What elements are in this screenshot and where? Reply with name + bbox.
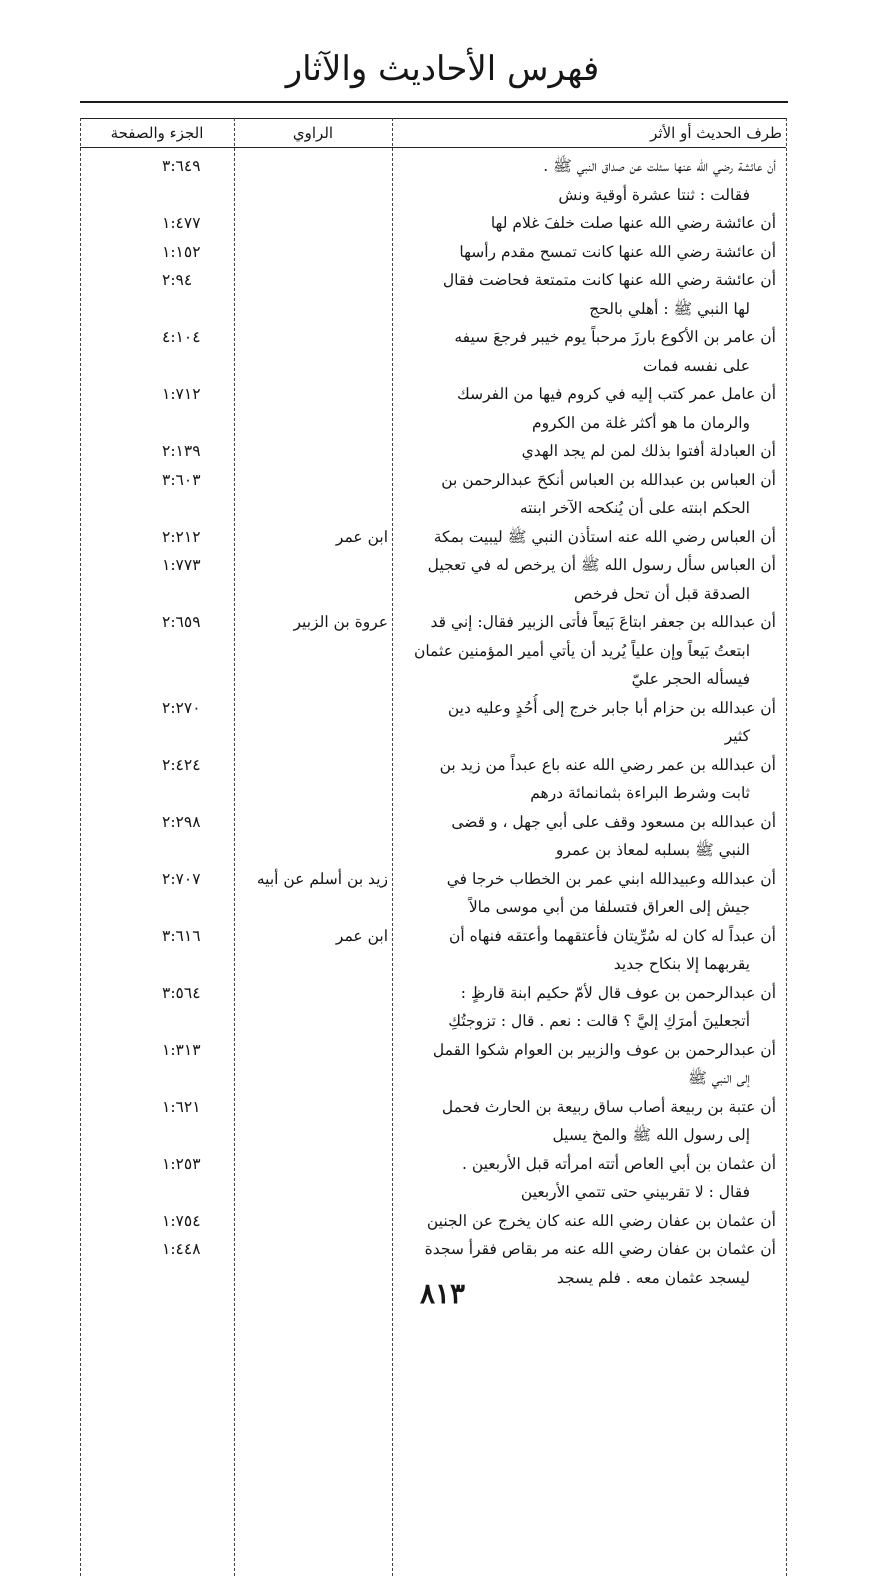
entry-text (398, 608, 776, 694)
entry-text (398, 209, 776, 238)
entry-reference: ٢:٢٧٠ (162, 698, 201, 717)
index-entry (80, 523, 786, 552)
entry-reference: ٢:١٣٩ (162, 442, 201, 460)
index-entry (80, 751, 786, 808)
index-entry (80, 152, 786, 209)
entry-text (398, 694, 776, 751)
entry-text-line: فقالت : ثنتا عشرة أوقية ونش (558, 185, 750, 204)
entry-text-line: ابتعتُ بَيعاً وإن علياً يُريد أن يأتي أمير المؤمنين عثمان (413, 641, 750, 660)
index-entry (80, 466, 786, 523)
entry-text (398, 751, 776, 808)
index-entry (80, 1036, 786, 1093)
index-entry (80, 551, 786, 608)
entry-text (398, 979, 776, 1036)
entry-text-line: أن العبادلة أفتوا بذلك لمن لم يجد الهدي (521, 442, 776, 460)
entry-text-line: جيش إلى العراق فتسلفا من أبي موسى مالاً (468, 898, 750, 916)
column-header-narrator: الراوي (292, 124, 334, 142)
index-entry (80, 608, 786, 694)
index-entry (80, 1093, 786, 1150)
entry-reference: ٢:٢١٢ (162, 527, 201, 546)
entry-reference: ١:٧١٢ (162, 385, 201, 403)
entry-text-line: أن عامل عمر كتب إليه في كروم فيها من الفرسك (457, 385, 776, 403)
entry-text (398, 1150, 776, 1207)
entry-text-line: أن عائشة رضي الله عنها كانت متمتعة فحاضت فقال (442, 271, 776, 289)
page-title: فهرس الأحاديث والآثار (285, 49, 600, 89)
entry-text-line: على نفسه فمات (642, 356, 750, 375)
entry-reference: ٣:٦١٦ (162, 926, 201, 945)
entry-reference: ١:٦٢١ (162, 1097, 201, 1116)
column-header-text: طرف الحديث أو الأثر (650, 124, 782, 142)
entry-text-line: أن العباس رضي الله عنه استأذن النبي ﷺ ليبيت بمكة (433, 527, 776, 546)
entry-reference: ١:٧٧٣ (162, 556, 201, 574)
entry-text-line: يقربهما إلا بنكاح جديد (613, 955, 750, 973)
entry-text-line: كثير (724, 727, 750, 745)
entry-reference: ٣:٦٤٩ (162, 157, 201, 175)
column-header-row (80, 118, 786, 148)
entry-text-line: أن عبدالله بن مسعود وقف على أبي جهل ، و قضى (451, 812, 776, 831)
entry-reference: ٢:٢٩٨ (162, 812, 201, 831)
entry-reference: ٢:٤٢٤ (162, 755, 201, 774)
entry-reference: ٢:٦٥٩ (162, 613, 201, 631)
entry-narrator: ابن عمر (335, 926, 388, 945)
entry-text (398, 437, 776, 466)
entry-text-line: أتجعلينَ أمرَكِ إليَّ ؟ قالت : نعم . قال : تزوجتُكِ (448, 1012, 750, 1030)
entry-text (398, 922, 776, 979)
entry-text-line: إلى النبي ﷺ (688, 1069, 750, 1087)
page-number: ٨١٣ (419, 1277, 466, 1310)
index-entry (80, 808, 786, 865)
entry-reference: ٤:١٠٤ (162, 328, 201, 346)
entry-text-line: الحكم ابنته على أن يُنكحه الآخر ابنته (519, 499, 750, 517)
entry-text-line: أن عبدالله بن جعفر ابتاعَ بَيعاً فأتى الزبير فقال: إني قد (430, 613, 776, 631)
entry-text (398, 808, 776, 865)
entry-reference: ٢:٩٤ (162, 271, 193, 289)
entry-text (398, 323, 776, 380)
entry-text-line: والرمان ما هو أكثر غلة من الكروم (531, 413, 750, 432)
entry-text-line: أن عبداً له كان له سُرِّيتان فأعتقهما وأعتقه فنهاه أن (449, 926, 776, 945)
entry-text (398, 523, 776, 552)
entry-reference: ٢:٧٠٧ (162, 869, 201, 888)
index-entry (80, 694, 786, 751)
entry-text (398, 466, 776, 523)
entry-text (398, 238, 776, 267)
entry-reference: ١:٤٧٧ (162, 214, 201, 232)
entry-text-line: فيسأله الحجر عليّ (631, 670, 750, 688)
entry-text-line: أن عبدالله بن حزام أبا جابر خرج إلى أُحُدٍ وعليه دين (447, 698, 776, 717)
index-entry (80, 266, 786, 323)
entry-narrator: عروة بن الزبير (293, 613, 388, 631)
entry-text-line: ليسجد عثمان معه . فلم يسجد (556, 1268, 750, 1287)
entry-reference: ٣:٥٦٤ (162, 983, 201, 1002)
entry-narrator: ابن عمر (335, 527, 388, 546)
entry-text-line: أن عبدالله بن عمر رضي الله عنه باع عبداً من زيد بن (439, 755, 776, 774)
entry-text (398, 865, 776, 922)
entry-reference: ١:٢٥٣ (162, 1154, 201, 1173)
index-entry (80, 380, 786, 437)
column-header-reference: الجزء والصفحة (110, 124, 204, 142)
entries-list (80, 152, 786, 1292)
entry-text-line: أن عائشة رضي الله عنها كانت تمسح مقدم رأسها (459, 242, 776, 261)
entry-text-line: فقال : لا تقربيني حتى تتمي الأربعين (520, 1183, 750, 1201)
entry-text-line: أن عثمان بن عفان رضي الله عنه مر بقاص فقرأ سجدة (424, 1240, 776, 1258)
entry-reference: ١:٤٤٨ (162, 1240, 201, 1258)
entry-text (398, 152, 776, 209)
entry-text (398, 1093, 776, 1150)
index-entry (80, 238, 786, 267)
entry-text-line: أن عثمان بن أبي العاص أتته امرأته قبل الأربعين . (462, 1154, 776, 1173)
index-entry (80, 922, 786, 979)
entry-text-line: الصدقة قبل أن تحل فرخص (573, 584, 750, 603)
index-table (80, 118, 786, 1580)
entry-text-line: إلى رسول الله ﷺ والمخ يسيل (552, 1126, 750, 1144)
entry-text (398, 1036, 776, 1093)
entry-text-line: النبي ﷺ بسلبه لمعاذ بن عمرو (555, 841, 750, 859)
entry-reference: ٣:٦٠٣ (162, 470, 201, 489)
entry-text (398, 266, 776, 323)
entry-text-line: أن عائشة رضي الله عنها سئلت عن صداق النبي ﷺ . (543, 157, 776, 175)
entry-text-line: أن عامر بن الأكوع بارزَ مرحباً يوم خيبر فرجعَ سيفه (454, 328, 776, 346)
index-entry (80, 437, 786, 466)
index-entry (80, 323, 786, 380)
entry-reference: ١:٣١٣ (162, 1040, 201, 1059)
index-entry (80, 1207, 786, 1236)
entry-text-line: أن عبدالرحمن بن عوف قال لأمّ حكيم ابنة قارظٍ : (460, 983, 776, 1002)
index-entry (80, 865, 786, 922)
entry-text-line: أن عبدالرحمن بن عوف والزبير بن العوام شكوا القمل (432, 1040, 776, 1059)
entry-text-line: أن عائشة رضي الله عنها صلت خلفَ غلام لها (490, 214, 776, 232)
header-rule (80, 101, 788, 103)
entry-text-line: ثابت وشرط البراءة بثمانمائة درهم (530, 784, 750, 802)
entry-reference: ١:٧٥٤ (162, 1211, 201, 1230)
index-entry (80, 209, 786, 238)
entry-text (398, 380, 776, 437)
column-divider (786, 118, 787, 1576)
entry-text (398, 551, 776, 608)
entry-text-line: لها النبي ﷺ : أهلي بالحج (589, 299, 750, 318)
entry-text-line: أن العباس بن عبدالله بن العباس أنكحَ عبدالرحمن بن (441, 470, 776, 489)
entry-reference: ١:١٥٢ (162, 242, 201, 261)
entry-text (398, 1207, 776, 1236)
entry-narrator: زيد بن أسلم عن أبيه (256, 869, 388, 888)
entry-text-line: أن عتبة بن ربيعة أصاب ساق ربيعة بن الحارث فحمل (441, 1097, 776, 1116)
entry-text-line: أن العباس سأل رسول الله ﷺ أن يرخص له في تعجيل (427, 556, 776, 574)
index-entry (80, 1150, 786, 1207)
entry-text-line: أن عثمان بن عفان رضي الله عنه كان يخرج عن الجنين (426, 1211, 776, 1230)
index-entry (80, 979, 786, 1036)
entry-text-line: أن عبدالله وعبيدالله ابني عمر بن الخطاب خرجا في (446, 869, 776, 888)
